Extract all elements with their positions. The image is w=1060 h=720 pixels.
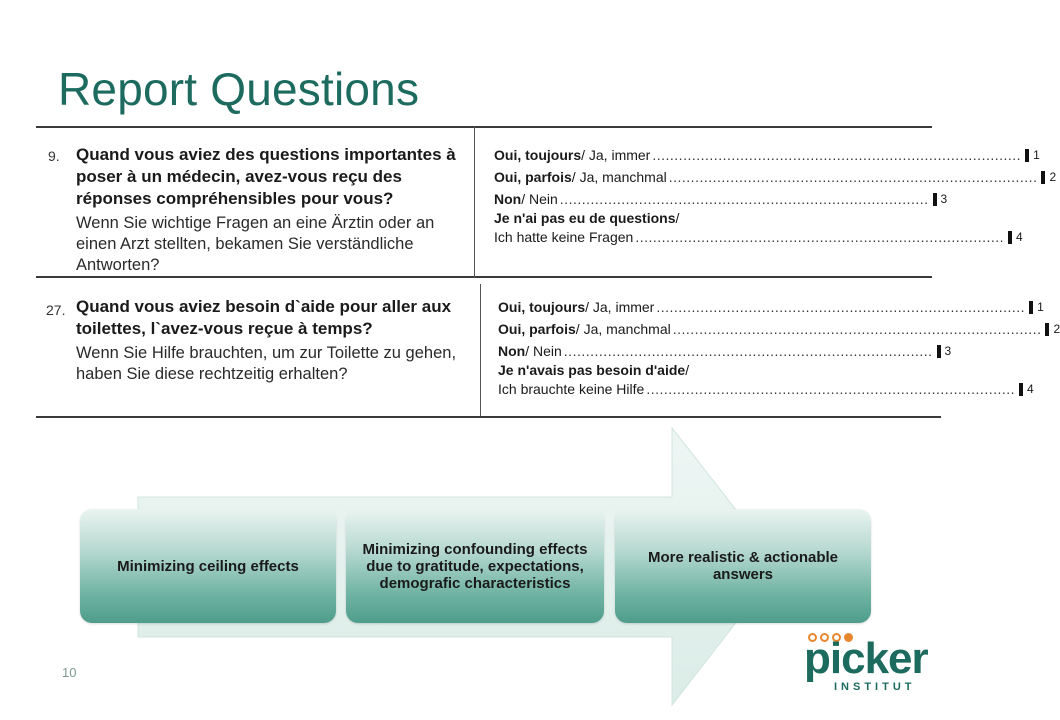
question-french: Quand vous aviez des questions importantes à poser à un médecin, avez-vous reçu des réponses compréhensibles pour vous? bbox=[76, 145, 456, 208]
process-stage: Minimizing confounding effects due to gratitude, expectations, demografic characteristics bbox=[346, 509, 604, 623]
question-german: Wenn Sie wichtige Fragen an eine Ärztin oder an einen Arzt stellten, bekamen Sie verständliche Antworten? bbox=[76, 214, 435, 274]
checkbox-icon[interactable] bbox=[1008, 231, 1012, 244]
checkbox-icon[interactable] bbox=[1045, 323, 1049, 336]
logo-word: picker bbox=[804, 634, 928, 683]
logo-subtitle: INSTITUT bbox=[834, 681, 916, 693]
answer-option[interactable]: Ich brauchte keine Hilfe .................................................................................... 4 bbox=[498, 381, 1034, 397]
picker-institut-logo bbox=[804, 633, 928, 693]
checkbox-icon[interactable] bbox=[1025, 149, 1029, 162]
process-stage: Minimizing ceiling effects bbox=[80, 509, 336, 623]
question-number: 9. bbox=[48, 148, 60, 164]
checkbox-icon[interactable] bbox=[1041, 171, 1045, 184]
answer-option[interactable]: Oui, parfois / Ja, manchmal .................................................................................... 2 bbox=[494, 169, 1057, 185]
question-number: 27. bbox=[46, 302, 66, 318]
answer-option: Je n'ai pas eu de questions / bbox=[494, 210, 680, 226]
answer-option[interactable]: Oui, toujours / Ja, immer .................................................................................... 1 bbox=[494, 147, 1040, 163]
answer-option[interactable]: Non / Nein .................................................................................... 3 bbox=[494, 191, 948, 207]
answer-option: Je n'avais pas besoin d'aide / bbox=[498, 362, 690, 378]
slide-title: Report Questions bbox=[58, 63, 420, 115]
answer-option[interactable]: Oui, toujours / Ja, immer .................................................................................... 1 bbox=[498, 299, 1044, 315]
answer-option[interactable]: Ich hatte keine Fragen .................................................................................... 4 bbox=[494, 229, 1023, 245]
page-number: 10 bbox=[62, 665, 77, 680]
question-german: Wenn Sie Hilfe brauchten, um zur Toilette zu gehen, haben Sie diese rechtzeitig erhalten? bbox=[76, 344, 457, 383]
answer-option[interactable]: Oui, parfois / Ja, manchmal .................................................................................... 2 bbox=[498, 321, 1060, 337]
answer-option[interactable]: Non / Nein .................................................................................... 3 bbox=[498, 343, 952, 359]
question-french: Quand vous aviez besoin d`aide pour aller aux toilettes, l`avez-vous reçue à temps? bbox=[76, 297, 452, 338]
checkbox-icon[interactable] bbox=[1019, 383, 1023, 396]
checkbox-icon[interactable] bbox=[1029, 301, 1033, 314]
process-stage: More realistic & actionable answers bbox=[615, 509, 871, 623]
